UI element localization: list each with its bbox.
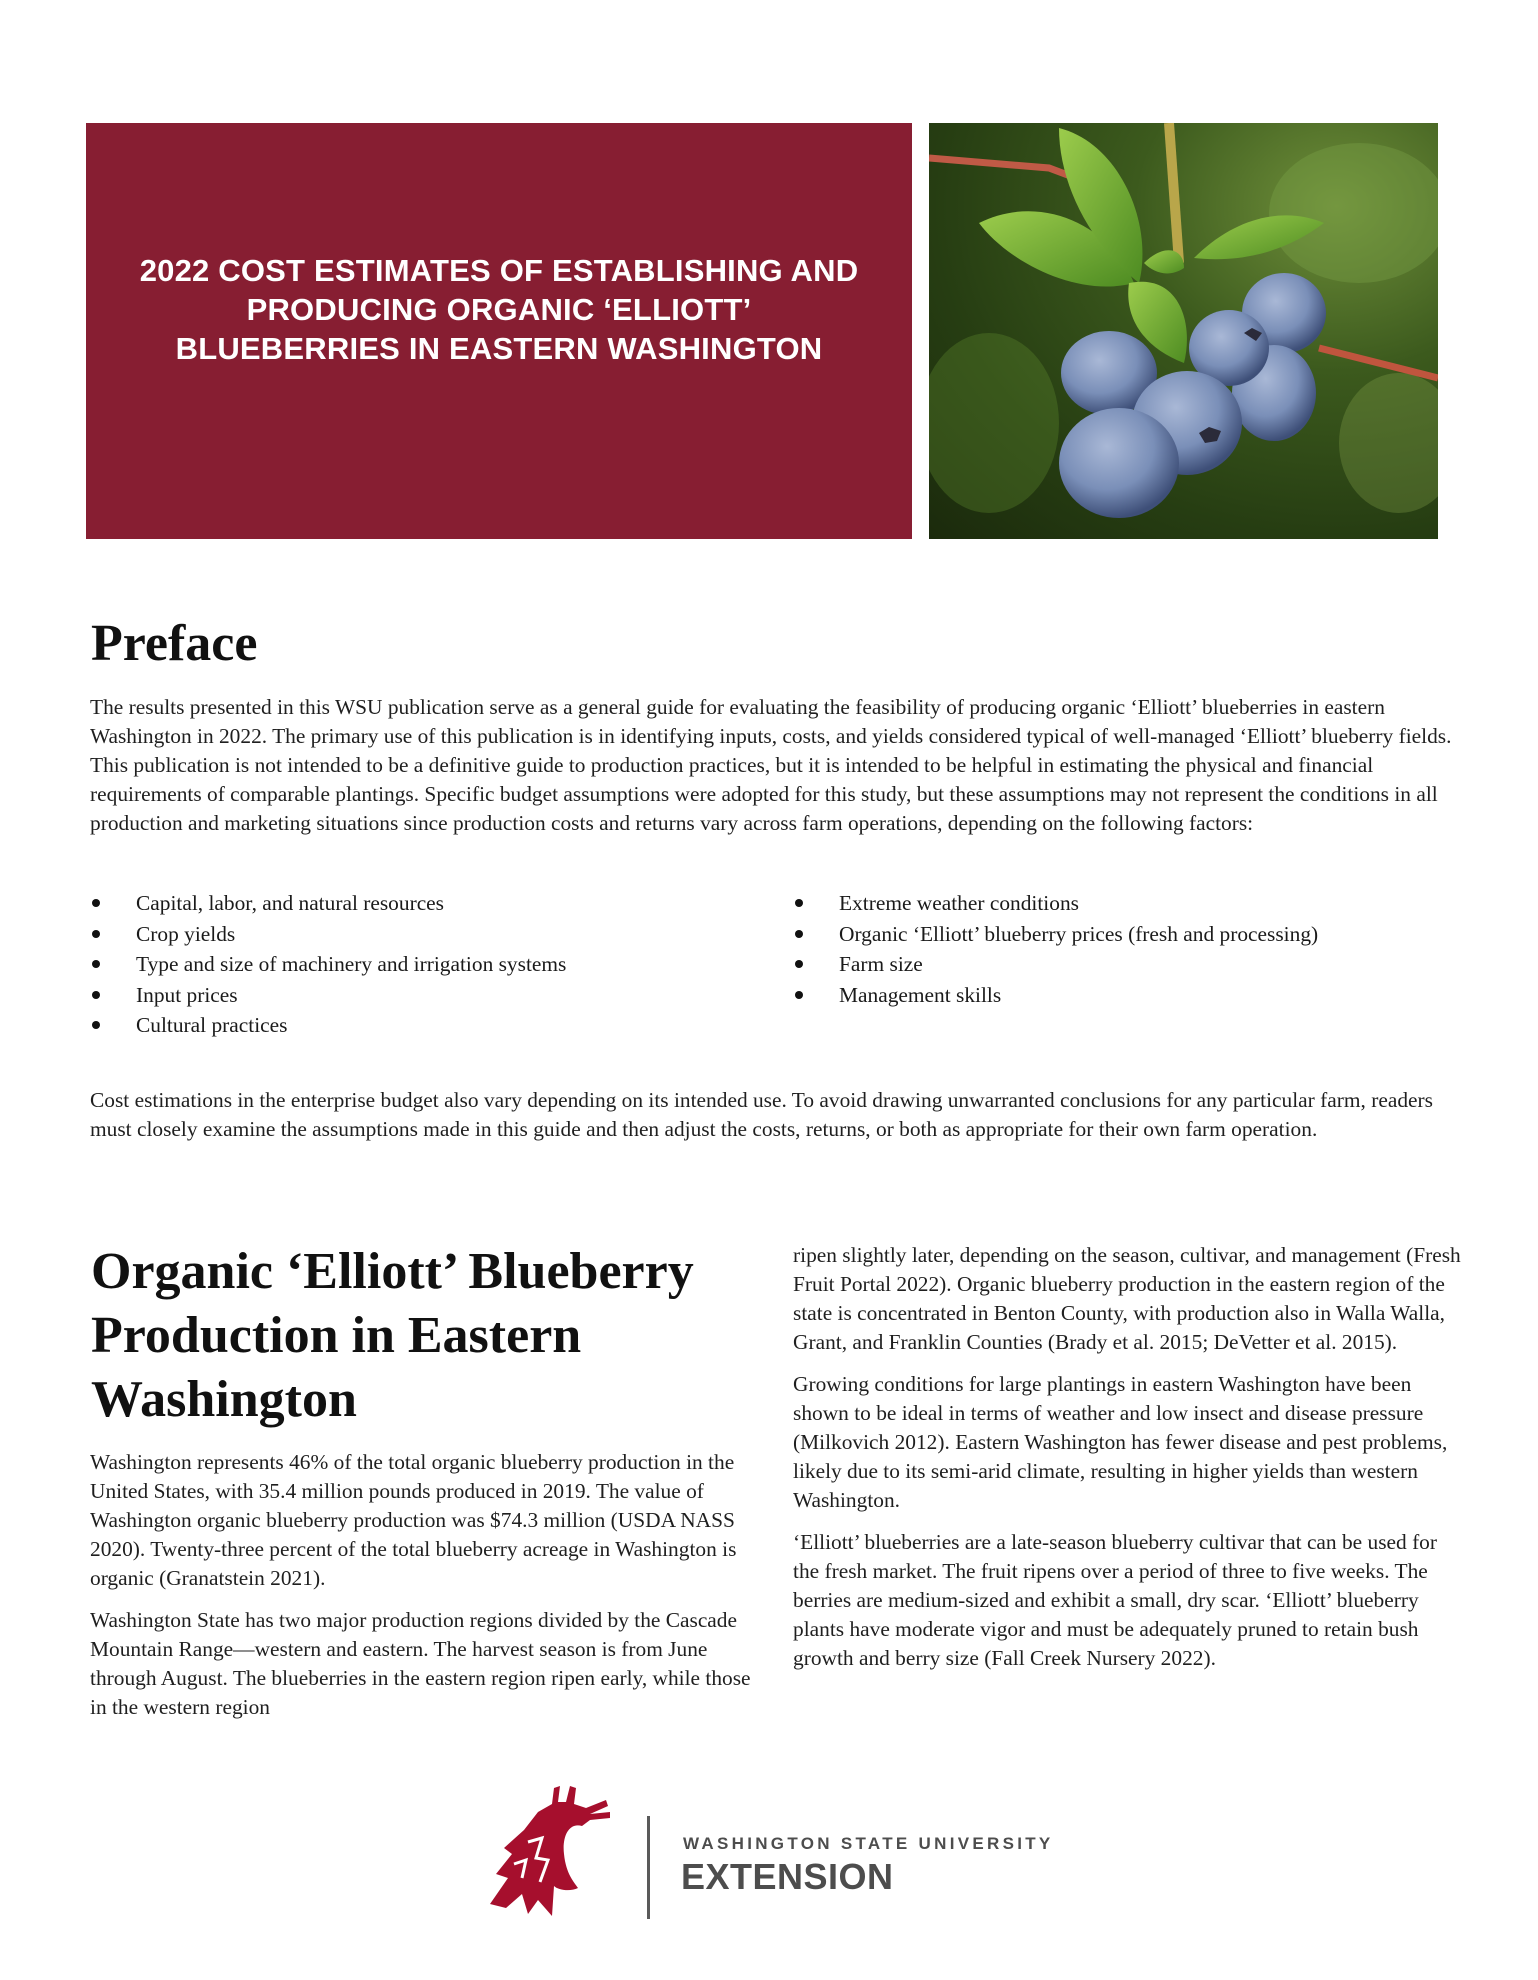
list-item-text: Organic ‘Elliott’ blueberry prices (fresh and processing)	[839, 921, 1319, 946]
university-name: WASHINGTON STATE UNIVERSITY	[683, 1834, 1054, 1853]
left-column	[90, 1448, 770, 1735]
list-item	[90, 1010, 710, 1041]
body-paragraph: ripen slightly later, depending on the season, cultivar, and management (Fresh Fruit Portal 2022). Organic blueberry production in the eastern region of the state is concentrated in Benton County, with production also in Walla Walla, Grant, and Franklin Counties (Brady et al. 2015; DeVetter et al. 2015).	[793, 1243, 1461, 1354]
extension-label: EXTENSION	[681, 1856, 894, 1897]
list-item-text: Input prices	[136, 982, 238, 1007]
title-line-2: PRODUCING ORGANIC ‘ELLIOTT’	[246, 291, 752, 327]
body-paragraph: Washington State has two major production regions divided by the Cascade Mountain Range—western and eastern. The harvest season is from June through August. The blueberries in the eastern region ripen early, while those in the western region	[90, 1608, 751, 1719]
title-banner	[86, 123, 912, 539]
blueberry-photo	[929, 123, 1438, 539]
bullet-icon	[795, 899, 803, 907]
wsu-cougar-head-icon	[478, 1782, 618, 1922]
bullet-icon	[795, 960, 803, 968]
bullet-icon	[92, 960, 100, 968]
wsu-extension-logo	[478, 1782, 1078, 1922]
production-heading: Organic ‘Elliott’ Blueberry Production in Eastern Washington	[91, 1243, 694, 1428]
bullet-icon	[92, 991, 100, 999]
body-paragraph: Washington represents 46% of the total organic blueberry production in the United States, with 35.4 million pounds produced in 2019. The value of Washington organic blueberry production was $74.3 million (USDA NASS 2020). Twenty-three percent of the total blueberry acreage in Washington is organic (Granatstein 2021).	[90, 1450, 737, 1590]
list-item	[793, 949, 1473, 980]
list-item-text: Type and size of machinery and irrigation systems	[136, 952, 567, 976]
preface-paragraph: The results presented in this WSU publication serve as a general guide for evaluating the feasibility of producing organic ‘Elliott’ blueberries in eastern Washington in 2022. The primary use of this publication is in identifying inputs, costs, and yields considered typical of well-managed ‘Elliott’ blueberry fields. This publication is not intended to be a definitive guide to production practices, but it is intended to be helpful in estimating the physical and financial requirements of comparable plantings. Specific budget assumptions were adopted for this study, but these assumptions may not represent the conditions in all production and marketing situations since production costs and returns vary across farm operations, depending on the following factors:	[90, 695, 1452, 835]
list-item	[90, 980, 710, 1011]
list-item	[793, 980, 1473, 1011]
list-item	[793, 888, 1473, 919]
title-line-3: BLUEBERRIES IN EASTERN WASHINGTON	[175, 330, 823, 366]
list-item-text: Management skills	[839, 982, 1002, 1007]
list-item	[90, 888, 710, 919]
preface-closing-paragraph: Cost estimations in the enterprise budget also vary depending on its intended use. To avoid drawing unwarranted conclusions for any particular farm, readers must closely examine the assumptions made in this guide and then adjust the costs, returns, or both as appropriate for their own farm operation.	[90, 1088, 1433, 1141]
list-item	[90, 919, 710, 950]
right-column	[793, 1241, 1463, 1686]
factors-list-left	[90, 888, 710, 1041]
list-item	[793, 919, 1473, 950]
list-item-text: Capital, labor, and natural resources	[136, 891, 445, 915]
list-item-text: Farm size	[839, 952, 923, 976]
list-item-text: Cultural practices	[136, 1013, 288, 1037]
logo-divider	[647, 1816, 650, 1919]
publication-title	[138, 251, 861, 368]
bullet-icon	[795, 991, 803, 999]
preface-heading: Preface	[91, 615, 258, 672]
body-paragraph: ‘Elliott’ blueberries are a late-season blueberry cultivar that can be used for the fresh market. The fruit ripens over a period of three to five weeks. The berries are medium-sized and exhibit a small, dry scar. ‘Elliott’ blueberry plants have moderate vigor and must be adequately pruned to retain bush growth and berry size (Fall Creek Nursery 2022).	[793, 1530, 1438, 1670]
list-item-text: Extreme weather conditions	[839, 891, 1079, 915]
factors-list-right	[793, 888, 1473, 1010]
body-paragraph: Growing conditions for large plantings in eastern Washington have been shown to be ideal in terms of weather and low insect and disease pressure (Milkovich 2012). Eastern Washington has fewer disease and pest problems, likely due to its semi-arid climate, resulting in higher yields than western Washington.	[793, 1372, 1448, 1512]
title-line-1: 2022 COST ESTIMATES OF ESTABLISHING AND	[139, 252, 859, 288]
list-item-text: Crop yields	[136, 921, 236, 946]
bullet-icon	[92, 930, 100, 938]
list-item	[90, 949, 710, 980]
bullet-icon	[795, 930, 803, 938]
bullet-icon	[92, 1021, 100, 1029]
blueberry-image-icon	[929, 123, 1438, 539]
bullet-icon	[92, 899, 100, 907]
